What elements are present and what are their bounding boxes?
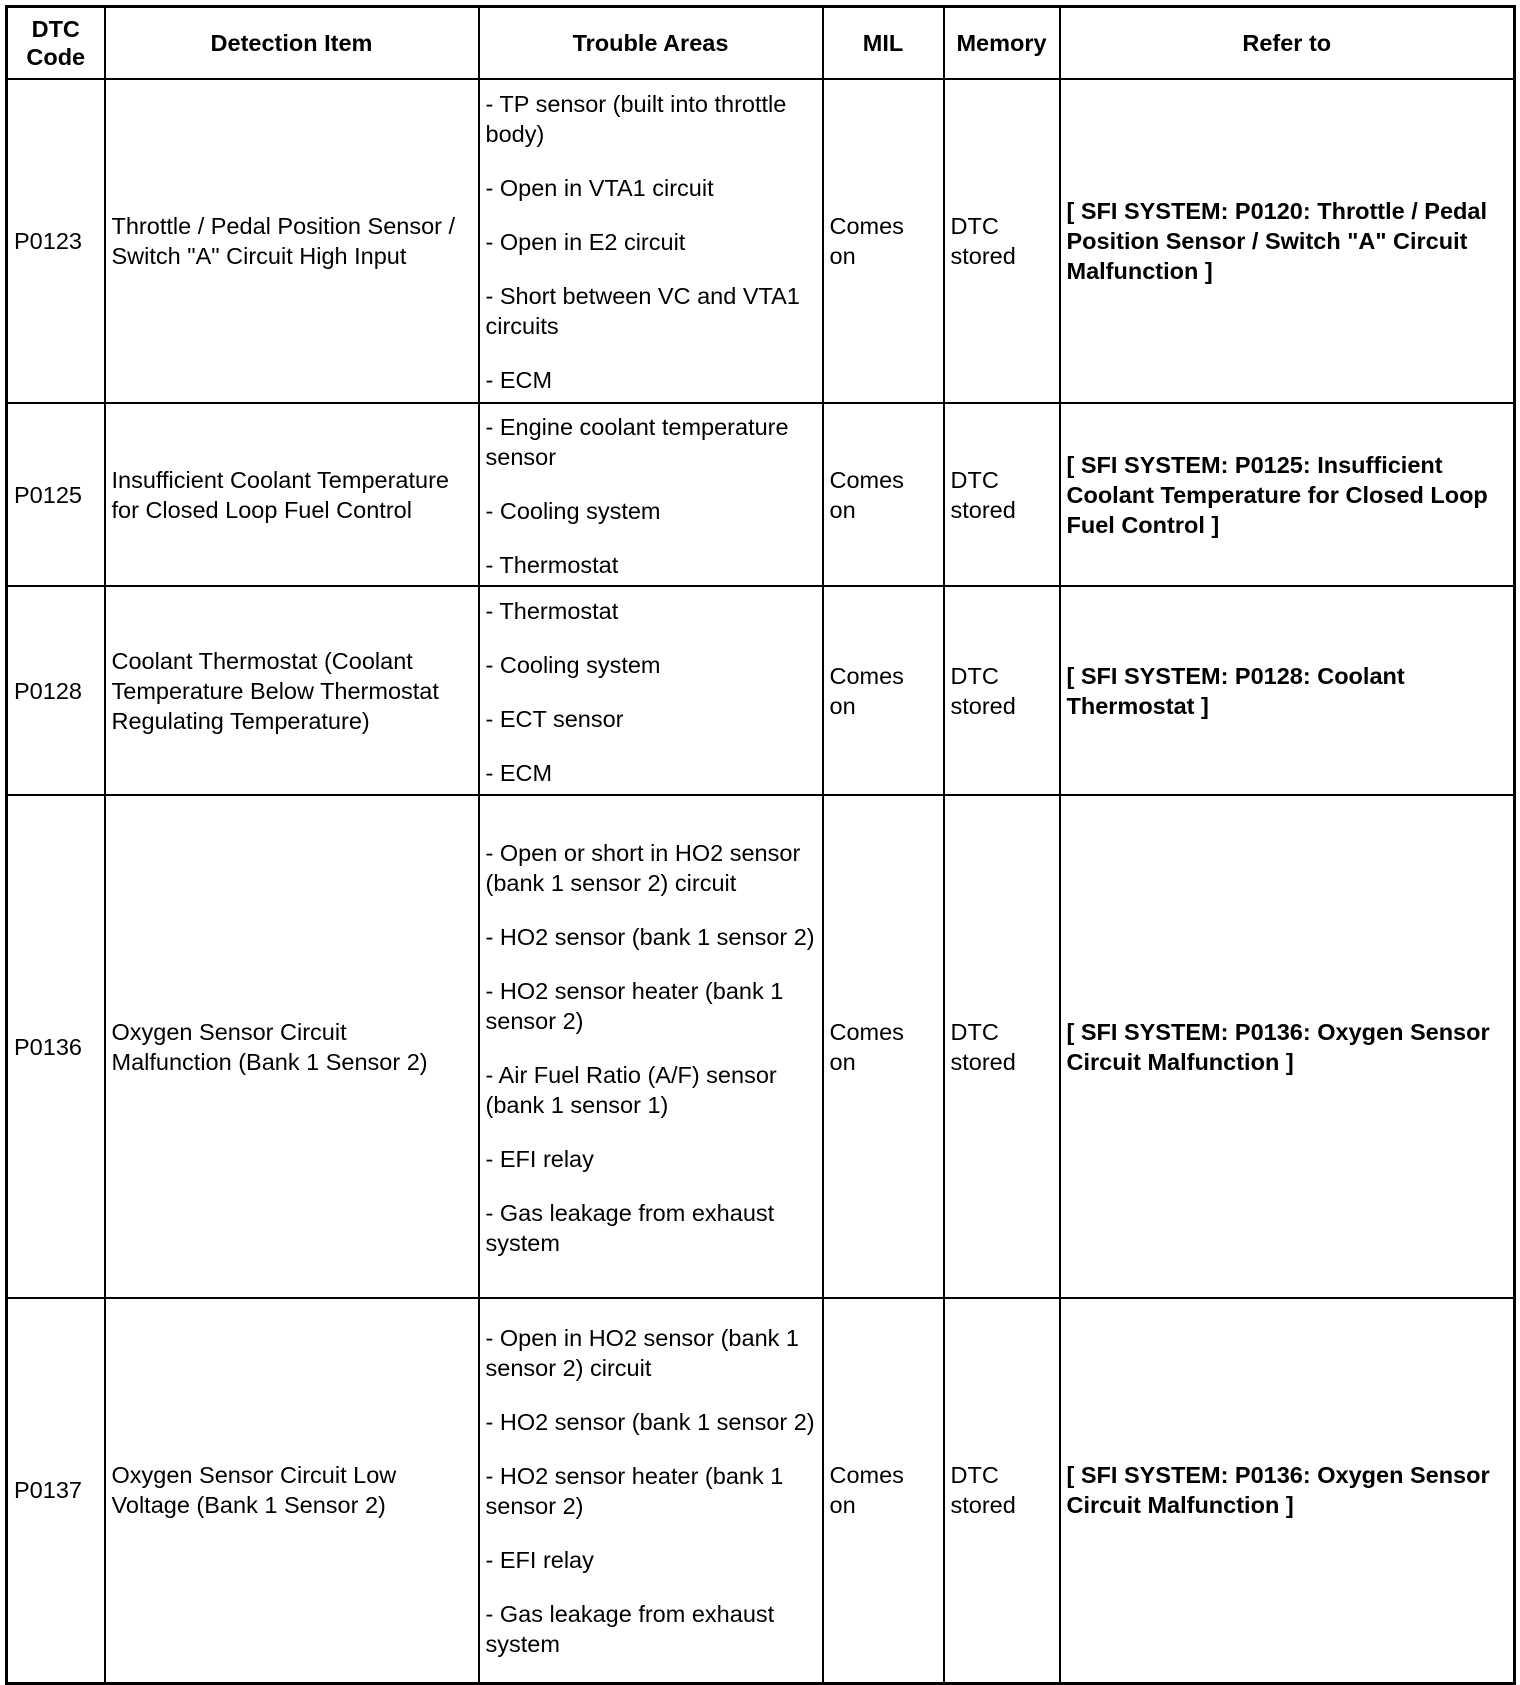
trouble-area-item: - Air Fuel Ratio (A/F) sensor (bank 1 sensor 1) xyxy=(485,1061,777,1118)
dtc-code-cell: P0137 xyxy=(7,1298,105,1683)
trouble-areas-cell xyxy=(479,586,823,795)
refer-to-cell: [ SFI SYSTEM: P0128: Coolant Thermostat ] xyxy=(1060,586,1515,795)
trouble-areas-cell xyxy=(479,1298,823,1683)
trouble-area-item: - HO2 sensor heater (bank 1 sensor 2) xyxy=(485,977,784,1034)
memory-cell: DTC stored xyxy=(944,403,1060,586)
header-refer-to: Refer to xyxy=(1060,7,1515,80)
table-body xyxy=(7,79,1515,1683)
mil-cell: Comes on xyxy=(823,79,944,403)
trouble-area-item: - Open in E2 circuit xyxy=(485,229,686,255)
trouble-area-item: - ECM xyxy=(485,759,553,786)
refer-to-cell: [ SFI SYSTEM: P0120: Throttle / Pedal Position Sensor / Switch "A" Circuit Malfunction ] xyxy=(1060,79,1515,403)
mil-cell: Comes on xyxy=(823,403,944,586)
detection-item-cell: Coolant Thermostat (Coolant Temperature Below Thermostat Regulating Temperature) xyxy=(105,586,479,795)
trouble-area-item: - EFI relay xyxy=(485,1547,594,1574)
trouble-area-item: - ECT sensor xyxy=(485,705,624,732)
refer-to-cell: [ SFI SYSTEM: P0136: Oxygen Sensor Circuit Malfunction ] xyxy=(1060,795,1515,1298)
table-row xyxy=(7,586,1515,795)
detection-item-cell: Oxygen Sensor Circuit Malfunction (Bank 1 Sensor 2) xyxy=(105,795,479,1298)
header-dtc-code: DTC Code xyxy=(7,7,105,80)
table-row xyxy=(7,403,1515,586)
trouble-area-item: - Open in VTA1 circuit xyxy=(485,175,714,201)
trouble-area-item: - Cooling system xyxy=(485,497,661,524)
header-memory: Memory xyxy=(944,7,1060,80)
trouble-area-item: - Cooling system xyxy=(485,651,661,678)
trouble-areas-cell xyxy=(479,795,823,1298)
table-row xyxy=(7,79,1515,403)
trouble-area-item: - TP sensor (built into throttle body) xyxy=(485,91,787,147)
trouble-areas-cell xyxy=(479,403,823,586)
detection-item-cell: Insufficient Coolant Temperature for Closed Loop Fuel Control xyxy=(105,403,479,586)
refer-to-cell: [ SFI SYSTEM: P0125: Insufficient Coolant Temperature for Closed Loop Fuel Control ] xyxy=(1060,403,1515,586)
dtc-code-cell: P0125 xyxy=(7,403,105,586)
trouble-area-item: - Gas leakage from exhaust system xyxy=(485,1199,775,1256)
trouble-area-item: - ECM xyxy=(485,367,553,393)
mil-cell: Comes on xyxy=(823,586,944,795)
table-header-row xyxy=(7,7,1515,80)
header-detection-item: Detection Item xyxy=(105,7,479,80)
trouble-area-item: - Thermostat xyxy=(485,551,619,578)
detection-item-cell: Throttle / Pedal Position Sensor / Switch "A" Circuit High Input xyxy=(105,79,479,403)
detection-item-cell: Oxygen Sensor Circuit Low Voltage (Bank 1 Sensor 2) xyxy=(105,1298,479,1683)
memory-cell: DTC stored xyxy=(944,1298,1060,1683)
table-row xyxy=(7,1298,1515,1683)
trouble-area-item: - Gas leakage from exhaust system xyxy=(485,1601,775,1658)
trouble-area-item: - Thermostat xyxy=(485,597,619,624)
trouble-area-item: - Engine coolant temperature sensor xyxy=(485,413,789,470)
memory-cell: DTC stored xyxy=(944,586,1060,795)
trouble-areas-cell xyxy=(479,79,823,403)
dtc-code-cell: P0123 xyxy=(7,79,105,403)
trouble-area-item: - Short between VC and VTA1 circuits xyxy=(485,283,800,339)
mil-cell: Comes on xyxy=(823,1298,944,1683)
mil-cell: Comes on xyxy=(823,795,944,1298)
refer-to-cell: [ SFI SYSTEM: P0136: Oxygen Sensor Circuit Malfunction ] xyxy=(1060,1298,1515,1683)
dtc-code-cell: P0128 xyxy=(7,586,105,795)
dtc-code-cell: P0136 xyxy=(7,795,105,1298)
memory-cell: DTC stored xyxy=(944,795,1060,1298)
dtc-table xyxy=(5,5,1516,1685)
trouble-area-item: - HO2 sensor heater (bank 1 sensor 2) xyxy=(485,1463,784,1520)
header-trouble-areas: Trouble Areas xyxy=(479,7,823,80)
trouble-area-item: - HO2 sensor (bank 1 sensor 2) xyxy=(485,1409,815,1436)
trouble-area-item: - Open in HO2 sensor (bank 1 sensor 2) circuit xyxy=(485,1325,799,1382)
trouble-area-item: - HO2 sensor (bank 1 sensor 2) xyxy=(485,923,815,950)
trouble-area-item: - EFI relay xyxy=(485,1145,594,1172)
header-mil: MIL xyxy=(823,7,944,80)
table-row xyxy=(7,795,1515,1298)
trouble-area-item: - Open or short in HO2 sensor (bank 1 sensor 2) circuit xyxy=(485,839,801,896)
memory-cell: DTC stored xyxy=(944,79,1060,403)
